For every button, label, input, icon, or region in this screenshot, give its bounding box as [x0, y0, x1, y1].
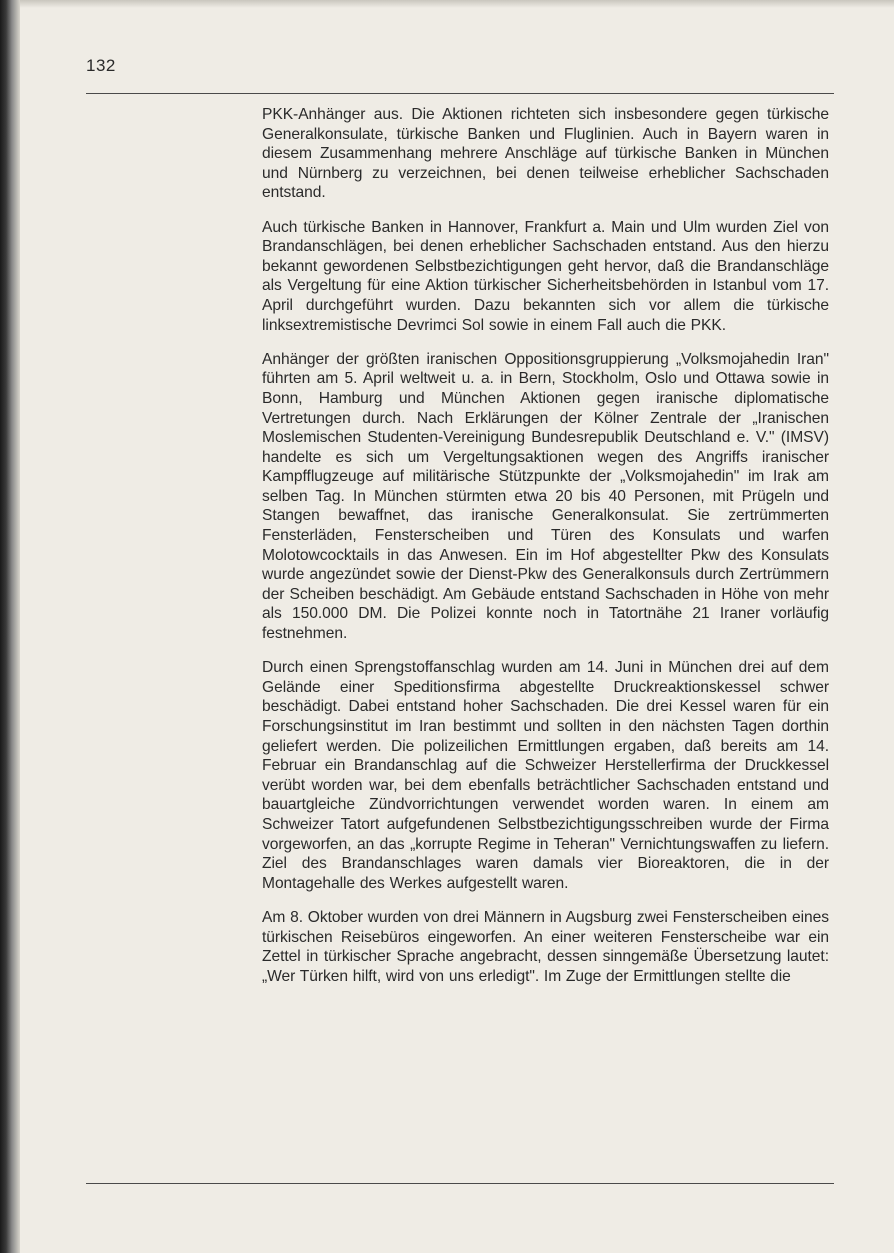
scan-edge-left [0, 0, 20, 1253]
scan-edge-top [0, 0, 894, 8]
paragraph: Auch türkische Banken in Hannover, Frankfurt a. Main und Ulm wurden Ziel von Brandanschlägen, bei denen erheblicher Sachschaden entstand. Aus den hierzu bekannt gewordenen Selbstbezichtigungen geht hervor, daß die Brandanschläge als Vergeltung für eine Aktion türkischer Sicherheitsbehörden in Istanbul vom 17. April durchgeführt wurden. Dazu bekannten sich vor allem die türkische linksextremistische Devrimci Sol sowie in einem Fall auch die PKK. [262, 218, 829, 334]
page-number: 132 [86, 56, 116, 75]
header-rule [86, 93, 834, 94]
paragraph: Anhänger der größten iranischen Oppositionsgruppierung „Volksmojahedin Iran" führten am 5. April weltweit u. a. in Bern, Stockholm, Oslo und Ottawa sowie in Bonn, Hamburg und München Aktionen gegen iranische diplomatische Vertretungen durch. Nach Erklärungen der Kölner Zentrale der „Iranischen Moslemischen Studenten-Vereinigung Bundesrepublik Deutschland e. V." (IMSV) handelte es sich um Vergeltungsaktionen wegen des Angriffs iranischer Kampfflugzeuge auf militärische Stützpunkte der „Volksmojahedin" im Irak am selben Tag. In München stürmten etwa 20 bis 40 Personen, mit Prügeln und Stangen bewaffnet, das iranische Generalkonsulat. Sie zertrümmerten Fensterläden, Fensterscheiben und Türen des Konsulats und warfen Molotowcocktails in das Anwesen. Ein im Hof abgestellter Pkw des Konsulats wurde angezündet sowie der Dienst-Pkw des Generalkonsuls durch Zertrümmern der Scheiben beschädigt. Am Gebäude entstand Sachschaden in Höhe von mehr als 150.000 DM. Die Polizei konnte noch in Tatortnähe 21 Iraner vorläufig festnehmen. [262, 350, 829, 643]
footer-rule [86, 1183, 834, 1184]
paragraph: Am 8. Oktober wurden von drei Männern in Augsburg zwei Fensterscheiben eines türkischen Reisebüros eingeworfen. An einer weiteren Fensterscheibe war ein Zettel in türkischer Sprache angebracht, dessen sinngemäße Übersetzung lautet: „Wer Türken hilft, wird von uns erledigt". Im Zuge der Ermittlungen stellte die [262, 908, 829, 985]
body-text [262, 105, 829, 1001]
paragraph: Durch einen Sprengstoffanschlag wurden am 14. Juni in München drei auf dem Gelände einer Speditionsfirma abgestellte Druckreaktionskessel schwer beschädigt. Dabei entstand hoher Sachschaden. Die drei Kessel waren für ein Forschungsinstitut im Iran bestimmt und sollten in den nächsten Tagen dorthin geliefert werden. Die polizeilichen Ermittlungen ergaben, daß bereits am 14. Februar ein Brandanschlag auf die Schweizer Herstellerfirma der Druckkessel verübt worden war, bei dem ebenfalls beträchtlicher Sachschaden entstand und bauartgleiche Zündvorrichtungen verwendet worden waren. In einem am Schweizer Tatort aufgefundenen Selbstbezichtigungsschreiben wurde der Firma vorgeworfen, an das „korrupte Regime in Teheran" Vernichtungswaffen zu liefern. Ziel des Brandanschlages waren damals vier Bioreaktoren, die in der Montagehalle des Werkes aufgestellt waren. [262, 659, 829, 892]
paragraph: PKK-Anhänger aus. Die Aktionen richteten sich insbesondere gegen türkische Generalkonsulate, türkische Banken und Fluglinien. Auch in Bayern waren in diesem Zusammenhang mehrere Anschläge auf türkische Banken in München und Nürnberg zu verzeichnen, bei denen teilweise erheblicher Sachschaden entstand. [262, 106, 829, 202]
